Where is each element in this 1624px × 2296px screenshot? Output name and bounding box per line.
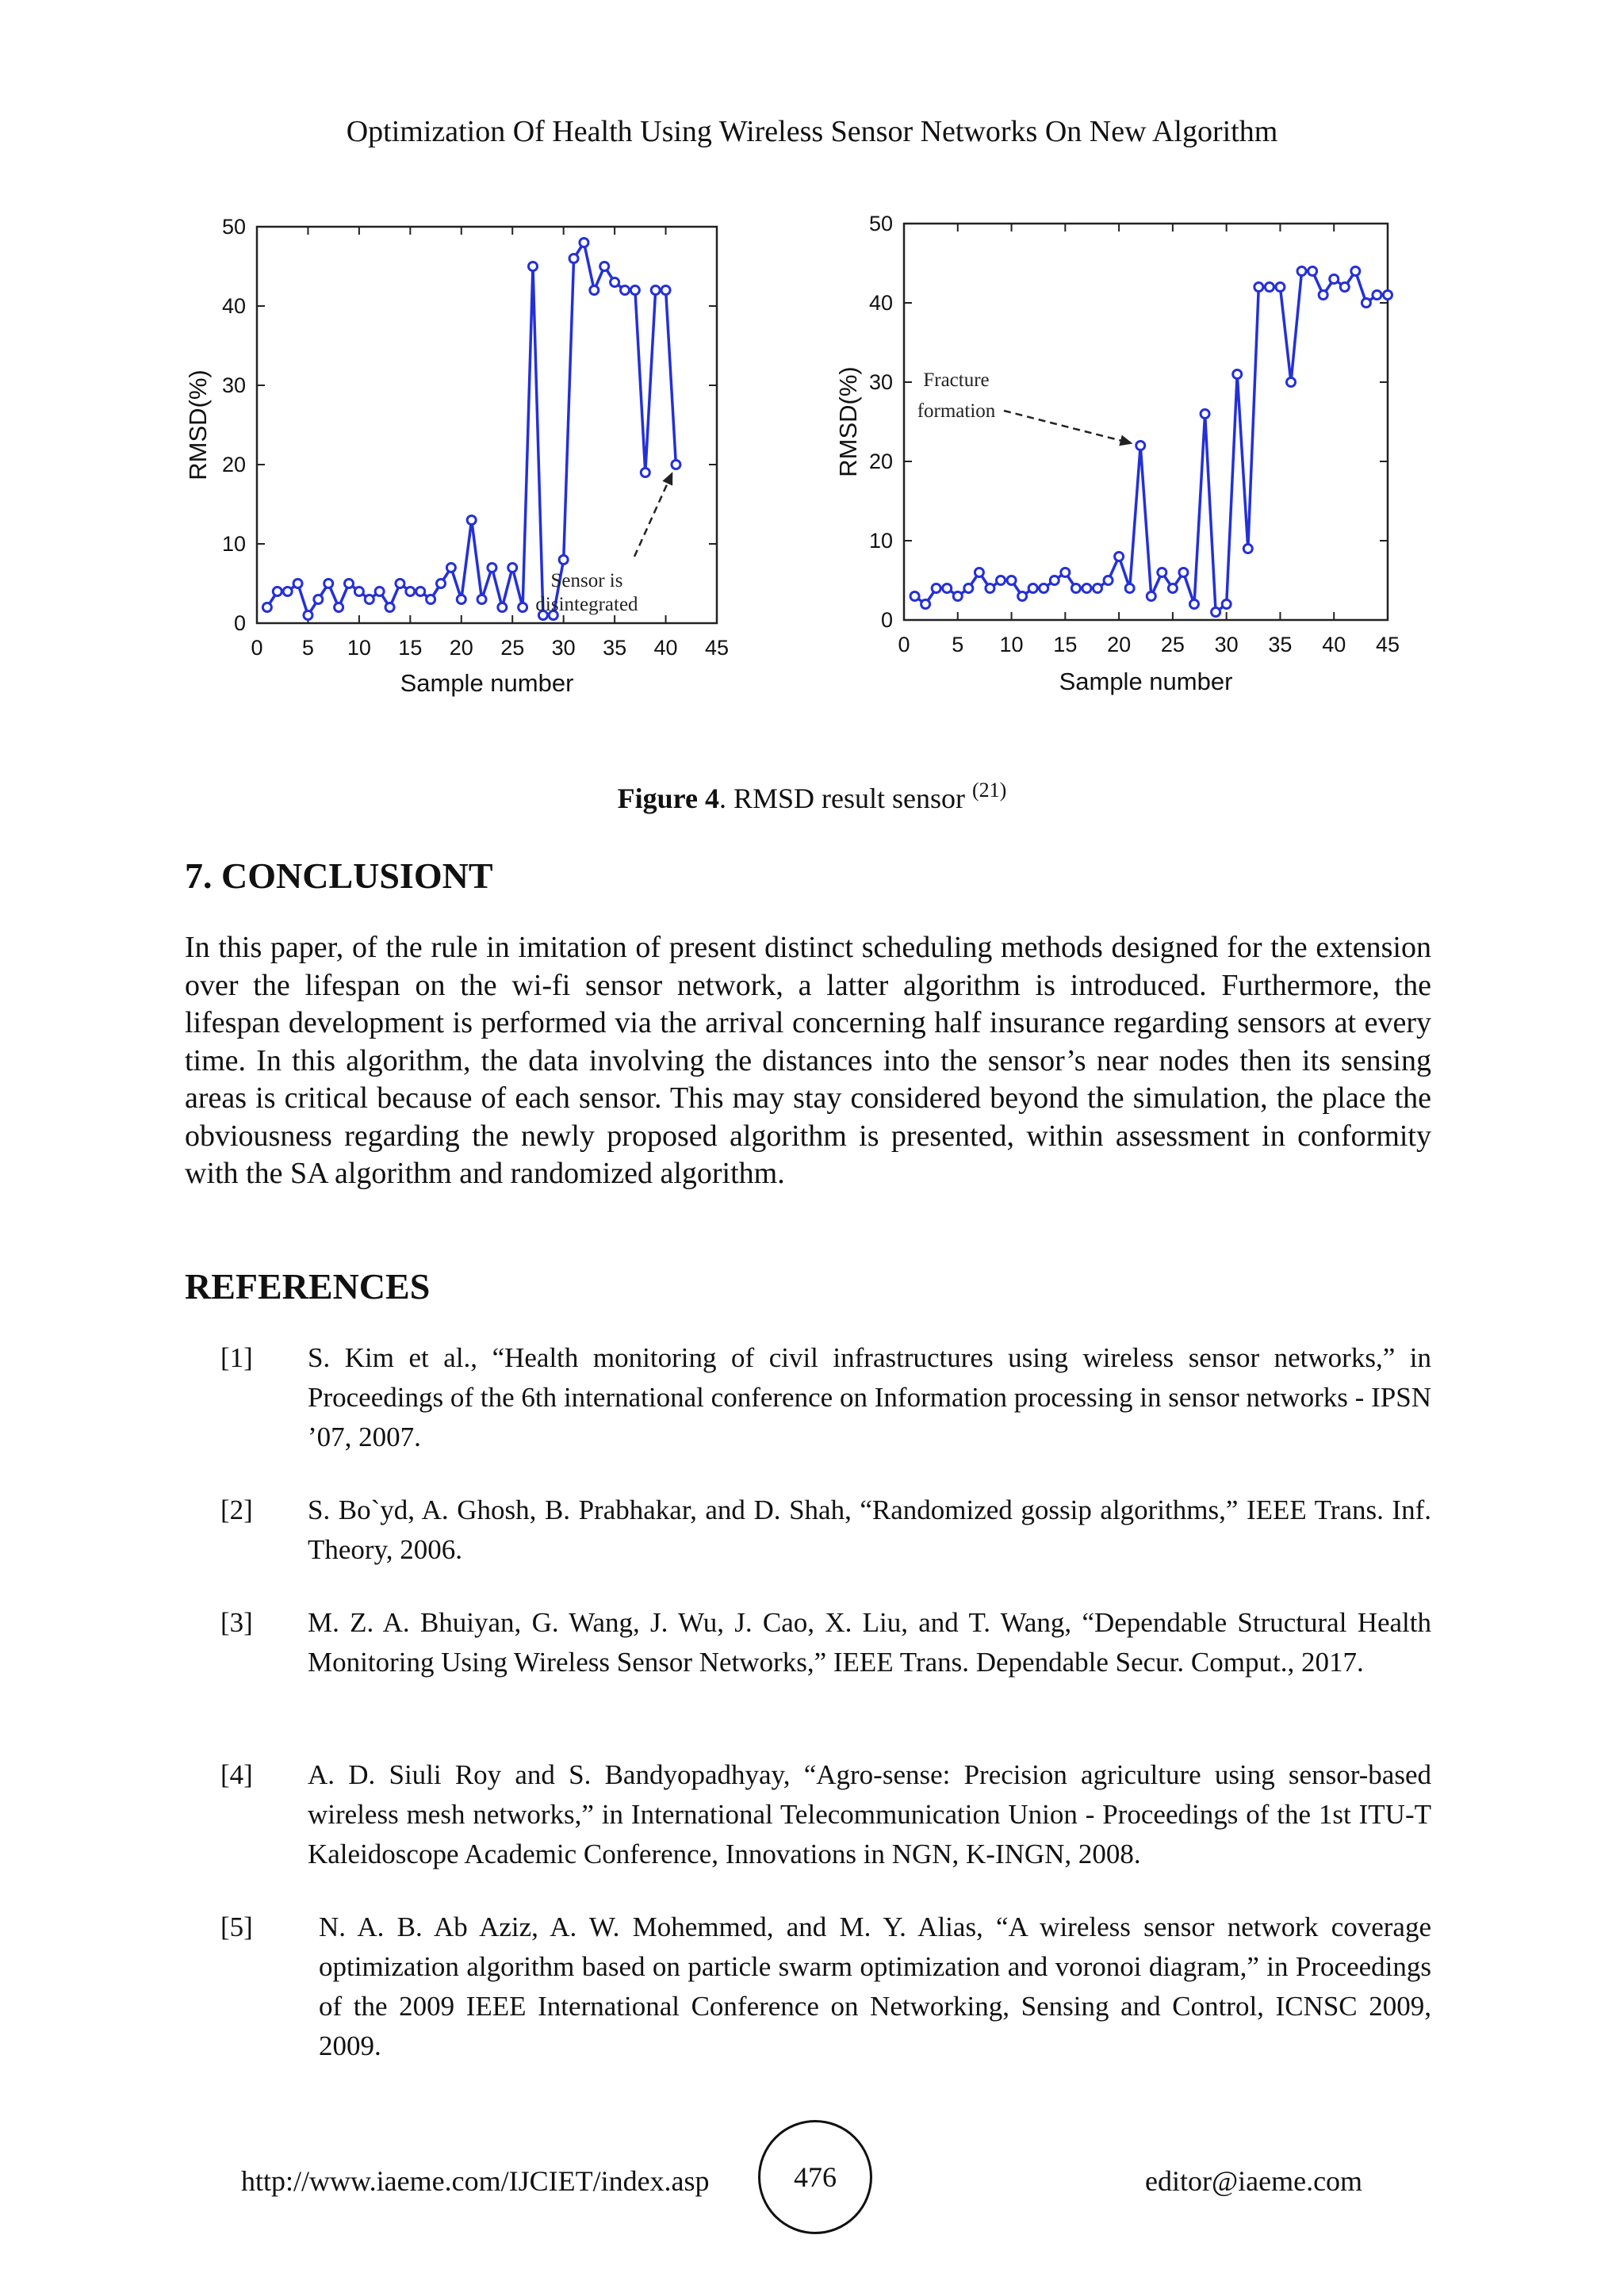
data-point [385,603,394,612]
data-point [427,595,435,604]
reference-number: [1] [220,1342,253,1373]
data-point [1362,299,1370,308]
data-point [1297,267,1306,276]
data-point [1340,283,1349,292]
figure-caption-text: . RMSD result sensor [718,783,972,814]
y-tick-label: 10 [221,532,246,556]
data-point [1254,283,1263,292]
data-point [1168,584,1177,593]
data-point [964,584,973,593]
data-point [1243,545,1252,553]
data-point [580,239,588,247]
figure-caption-ref: (21) [972,779,1007,802]
data-point [262,603,271,612]
rmsd-chart-right [834,211,1408,702]
data-point [335,603,343,612]
data-point [1061,568,1070,577]
x-tick-label: 15 [1053,633,1078,656]
data-point [508,564,517,572]
x-axis-label: Sample number [400,669,574,697]
data-point [1276,283,1285,292]
data-point [314,595,323,604]
data-point [569,254,578,263]
x-tick-label: 45 [704,636,730,660]
data-point [997,576,1005,585]
data-point [273,587,282,596]
y-tick-label: 20 [221,453,246,476]
reference-number: [4] [220,1759,253,1790]
y-tick-label: 0 [233,611,246,635]
conclusion-paragraph: In this paper, of the rule in imitation of present distinct scheduling methods designed for the extension over the lifespan on the wi-fi sensor network, a latter algorithm is introduced. Furthermore, the lifespan development is performed via the arrival concerning half insurance regarding sensors at every time. In this algorithm, the data involving the distances into the sensor’s near nodes then its sensing areas is critical because of each sensor. This may stay considered beyond the simulation, the place the obviousness regarding the newly proposed algorithm is presented, within assessment in conformity with the SA algorithm and randomized algorithm. [185,931,1431,1190]
data-point [1319,291,1327,300]
data-point [975,568,983,577]
footer-url[interactable]: http://www.iaeme.com/IJCIET/index.asp [241,2165,710,2197]
y-tick-label: 50 [868,212,893,235]
data-point [324,580,333,588]
x-tick-label: 35 [603,636,627,660]
data-point [519,603,527,612]
y-tick-label: 50 [221,215,246,239]
data-point [498,603,507,612]
x-tick-label: 20 [449,636,473,660]
data-point [1222,600,1231,609]
y-tick-label: 40 [221,294,246,318]
x-tick-label: 40 [653,636,678,660]
reference-number: [2] [220,1494,253,1525]
data-point [641,469,649,477]
data-point [1190,600,1199,609]
x-tick-label: 0 [251,636,263,660]
annotation-arrow [1004,411,1127,442]
data-point [446,564,455,572]
y-tick-label: 0 [880,608,893,632]
data-point [621,286,630,295]
annotation-line2: formation [917,400,996,422]
data-point [345,580,354,588]
series-line [915,271,1388,612]
data-point [1351,267,1360,276]
data-point [921,600,930,609]
data-point [457,595,465,604]
plot-frame [904,224,1388,620]
data-point [651,286,660,295]
x-tick-label: 35 [1268,633,1293,656]
data-point [1373,291,1381,300]
x-tick-label: 20 [1107,633,1132,656]
y-tick-label: 20 [868,450,893,473]
data-point [283,587,292,596]
data-point [1125,584,1134,593]
annotation-arrowhead [1119,435,1132,446]
data-point [1050,576,1059,585]
data-point [529,262,538,271]
figure-label: Figure 4 [617,783,719,814]
x-tick-label: 45 [1375,633,1400,656]
data-point [396,580,404,588]
x-tick-label: 5 [301,636,314,660]
data-point [467,516,476,525]
data-point [611,278,619,287]
annotation-arrow [634,477,670,557]
data-point [943,584,952,593]
x-tick-label: 0 [898,633,910,656]
series-line [267,243,676,615]
data-point [416,587,425,596]
x-tick-label: 10 [347,636,371,660]
figure-caption [0,779,1624,815]
conclusion-heading: 7. CONCLUSIONT [185,855,493,896]
reference-number: [3] [220,1607,253,1638]
y-tick-label: 30 [221,373,246,397]
rmsd-chart-left-svg [184,214,761,706]
data-point [661,286,670,295]
y-tick-label: 10 [868,529,893,553]
data-point [1233,370,1242,379]
running-title: Optimization Of Health Using Wireless Sensor Networks On New Algorithm [346,115,1278,148]
data-point [1265,283,1274,292]
data-point [1071,584,1080,593]
annotation-line1: Sensor is [550,570,623,591]
x-tick-label: 25 [500,636,525,660]
rmsd-chart-right-svg [834,211,1408,702]
x-tick-label: 30 [1214,633,1239,656]
data-point [1028,584,1037,593]
data-point [590,286,599,295]
reference-text: A. D. Siuli Roy and S. Bandyopadhyay, “Agro-sense: Precision agriculture using sensor-based wireless mesh networks,” in International Telecommunication Union - Proceedings of the 1st ITU-T Kaleidoscope Academic Conference, Innovations in NGN, K-INGN, 2008. [308,1759,1431,1869]
x-tick-label: 40 [1322,633,1346,656]
data-point [1147,592,1155,601]
data-point [1040,584,1048,593]
data-point [437,580,446,588]
rmsd-chart-left [184,214,761,706]
annotation-line1: Fracture [923,369,990,391]
data-point [365,595,373,604]
x-tick-label: 25 [1160,633,1185,656]
data-point [1082,584,1091,593]
data-point [932,584,940,593]
references-heading: REFERENCES [185,1266,431,1307]
page-number: 476 [758,2120,872,2234]
data-point [600,262,609,271]
x-axis-label: Sample number [1059,668,1233,695]
data-point [1308,267,1317,276]
data-point [354,587,363,596]
reference-number: [5] [220,1911,253,1942]
data-point [1018,592,1027,601]
data-point [672,461,680,469]
data-point [986,584,994,593]
annotation-line2: disintegrated [535,594,638,615]
data-point [1104,576,1113,585]
data-point [1158,568,1166,577]
data-point [953,592,962,601]
y-axis-label: RMSD(%) [184,369,212,480]
y-tick-label: 40 [868,291,893,315]
annotation-arrowhead [662,472,672,485]
data-point [1287,378,1296,387]
data-point [375,587,384,596]
reference-text: S. Kim et al., “Health monitoring of civil infrastructures using wireless sensor networks,” in Proceedings of the 6th international conference on Information processing in sensor networks - IPSN ’07, 2007. [308,1342,1431,1452]
data-point [1330,275,1339,284]
y-axis-label: RMSD(%) [834,366,862,477]
data-point [1094,584,1102,593]
data-point [1212,608,1220,617]
x-tick-label: 10 [999,633,1024,656]
data-point [304,611,312,620]
x-tick-label: 15 [398,636,423,660]
data-point [910,592,919,601]
y-tick-label: 30 [868,370,893,394]
data-point [406,587,415,596]
data-point [1384,291,1392,300]
reference-text: N. A. B. Ab Aziz, A. W. Mohemmed, and M. Y. Alias, “A wireless sensor network coverage optimization algorithm based on particle swarm optimization and voronoi diagram,” in Proceedings of the 2009 IEEE International Conference on Networking, Sensing and Control, ICNSC 2009, 2009. [319,1911,1431,2061]
data-point [477,595,486,604]
data-point [1201,410,1209,419]
data-point [1007,576,1016,585]
x-tick-label: 30 [551,636,576,660]
data-point [1115,553,1124,561]
footer-email[interactable]: editor@iaeme.com [1145,2165,1363,2197]
data-point [630,286,639,295]
x-tick-label: 5 [952,633,964,656]
data-point [293,580,302,588]
data-point [488,564,496,572]
reference-text: S. Bo`yd, A. Ghosh, B. Prabhakar, and D. Shah, “Randomized gossip algorithms,” IEEE Trans. Inf. Theory, 2006. [308,1494,1431,1565]
data-point [559,556,568,564]
data-point [1179,568,1188,577]
reference-text: M. Z. A. Bhuiyan, G. Wang, J. Wu, J. Cao, X. Liu, and T. Wang, “Dependable Structural Health Monitoring Using Wireless Sensor Networks,” IEEE Trans. Dependable Secur. Comput., 2017. [308,1607,1431,1678]
data-point [1136,442,1145,450]
